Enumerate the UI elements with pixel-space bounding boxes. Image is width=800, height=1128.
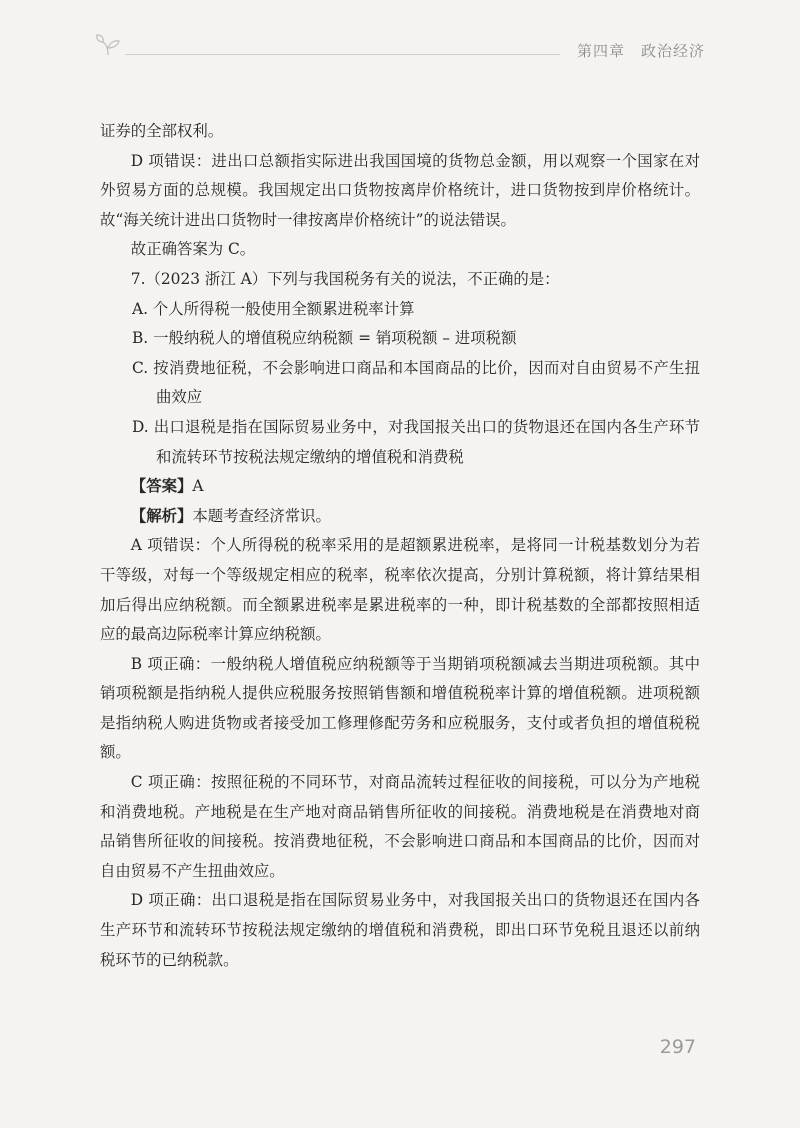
- chapter-title: 第四章 政治经济: [576, 42, 705, 60]
- page-header: [95, 30, 705, 70]
- answer-tag: 【答案】: [130, 477, 193, 496]
- paragraph-c: C 项正确：按照征税的不同环节，对商品流转过程征收的间接税，可以分为产地税和消费地税。产地税是在生产地对商品销售所征收的间接税。消费地税是在消费地对商品销售所征收的间接税。按消费地征税，不会影响进口商品和本国商品的比价，因而对自由贸易不产生扭曲效应。: [100, 773, 700, 880]
- option-a: A. 个人所得税一般使用全额累进税率计算: [132, 299, 415, 318]
- question-stem: 7.（2023 浙江 A）下列与我国税务有关的说法，不正确的是：: [130, 269, 560, 288]
- paragraph-d-prev: D 项错误：进出口总额指实际进出我国国境的货物总金额，用以观察一个国家在对外贸易方面的总规模。我国规定出口货物按离岸价格统计，进口货物按到岸价格统计。故“海关统计进出口货物时一律按离岸价格统计”的说法错误。: [100, 151, 700, 229]
- page-number: 297: [659, 1036, 696, 1058]
- leaf-sprout-icon: [95, 34, 121, 56]
- paragraph-a: A 项错误：个人所得税的税率采用的是超额累进税率，是将同一计税基数划分为若干等级，对每一个等级规定相应的税率，税率依次提高，分别计算税额，将计算结果相加后得出应纳税额。而全额累进税率是累进税率的一种，即计税基数的全部都按照相适应的最高边际税率计算应纳税额。: [100, 536, 700, 644]
- paragraph-b: B 项正确：一般纳税人增值税应纳税额等于当期销项税额减去当期进项税额。其中销项税额是指纳税人提供应税服务按照销售额和增值税税率计算的增值税额。进项税额是指纳税人购进货物或者接受加工修理修配劳务和应税服务，支付或者负担的增值税税额。: [100, 654, 700, 762]
- page-body: [100, 117, 700, 975]
- answer-value: A: [192, 477, 204, 496]
- option-c: C. 按消费地征税，不会影响进口商品和本国商品的比价，因而对自由贸易不产生扭曲效应: [132, 358, 700, 407]
- header-rule: [125, 54, 560, 55]
- answer-line: [100, 472, 700, 502]
- analysis-line: [100, 502, 700, 532]
- answer-conclusion: 故正确答案为 C。: [130, 240, 256, 259]
- text-line: 证券的全部权利。: [100, 122, 224, 140]
- paragraph-d: D 项正确：出口退税是指在国际贸易业务中，对我国报关出口的货物退还在国内各生产环节和流转环节按税法规定缴纳的增值税和消费税，即出口环节免税且退还以前纳税环节的已纳税款。: [100, 891, 700, 969]
- option-b: B. 一般纳税人的增值税应纳税额 = 销项税额 – 进项税额: [132, 329, 517, 348]
- analysis-text: 本题考查经济常识。: [192, 506, 331, 525]
- option-d: D. 出口退税是指在国际贸易业务中，对我国报关出口的货物退还在国内各生产环节和流转环节按税法规定缴纳的增值税和消费税: [132, 417, 700, 466]
- analysis-tag: 【解析】: [130, 506, 193, 525]
